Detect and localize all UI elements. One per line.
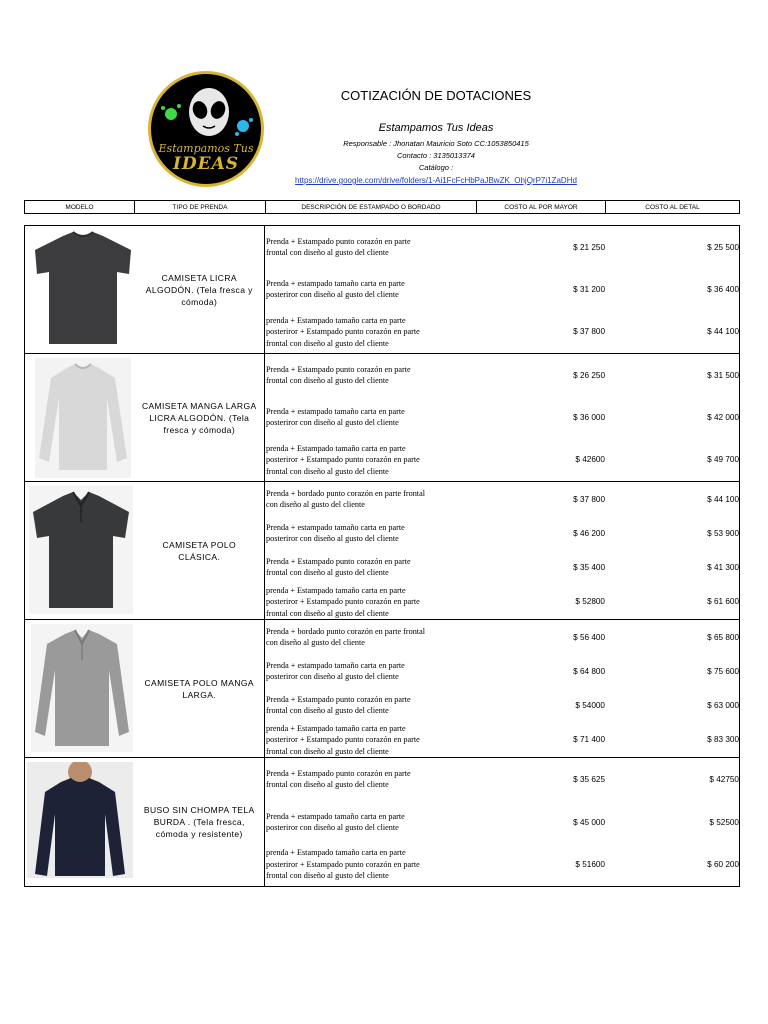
wholesale-price: $ 37 800 xyxy=(573,494,605,504)
retail-price: $ 52500 xyxy=(709,817,739,827)
description: Prenda + estampado tamaño carta en parte posteriror con diseño al gusto del cliente xyxy=(266,660,405,682)
retail-price: $ 44 100 xyxy=(707,327,739,337)
wholesale-price: $ 36 000 xyxy=(573,412,605,422)
price-row xyxy=(265,688,739,722)
retail-price: $ 31 500 xyxy=(707,370,739,380)
navy-sweater-image xyxy=(27,762,133,878)
price-table xyxy=(24,225,740,887)
wholesale-price: $ 56 400 xyxy=(573,632,605,642)
gray-longsleeve-polo-image xyxy=(31,624,133,752)
wholesale-price: $ 51600 xyxy=(575,860,605,870)
product-type: CAMISETA POLO CLÁSICA. xyxy=(135,482,265,619)
price-row xyxy=(265,439,739,481)
product-type: CAMISETA LICRA ALGODÓN. (Tela fresca y cómoda) xyxy=(135,226,265,353)
column-header-wholesale: COSTO AL POR MAYOR xyxy=(477,201,606,213)
wholesale-price: $ 46 200 xyxy=(573,528,605,538)
description: Prenda + estampado tamaño carta en parte posteriror con diseño al gusto del cliente xyxy=(266,811,405,832)
column-headers xyxy=(24,200,740,214)
responsible-line: Responsable : Jhonatan Mauricio Soto CC:1053850415 xyxy=(343,139,529,148)
description: prenda + Estampado tamaño carta en parte posteriror + Estampado punto corazón en parte frontal con diseño al gusto del cliente xyxy=(266,315,420,348)
product-image-cell xyxy=(25,482,135,619)
wholesale-price: $ 71 400 xyxy=(573,735,605,745)
retail-price: $ 65 800 xyxy=(707,632,739,642)
price-row xyxy=(265,550,739,584)
catalog-label: Catálogo : xyxy=(418,163,454,172)
product-image-cell xyxy=(25,758,135,886)
retail-price: $ 63 000 xyxy=(707,700,739,710)
product-section xyxy=(25,620,739,758)
price-row xyxy=(265,396,739,438)
price-row xyxy=(265,585,739,620)
wholesale-price: $ 35 400 xyxy=(573,562,605,572)
retail-price: $ 83 300 xyxy=(707,735,739,745)
document-title: COTIZACIÓN DE DOTACIONES xyxy=(340,88,532,103)
wholesale-price: $ 21 250 xyxy=(573,242,605,252)
wholesale-price: $ 42600 xyxy=(575,455,605,465)
wholesale-price: $ 31 200 xyxy=(573,284,605,294)
retail-price: $ 42750 xyxy=(709,774,739,784)
column-header-description: DESCRIPCIÓN DE ESTAMPADO O BORDADO xyxy=(266,201,477,213)
column-header-retail: COSTO AL DETAL xyxy=(645,203,700,211)
logo-text-bottom: IDEAS xyxy=(172,154,240,174)
price-row xyxy=(265,843,739,886)
description: Prenda + Estampado punto corazón en parte frontal con diseño al gusto del cliente xyxy=(266,556,411,578)
dark-tshirt-image xyxy=(33,228,133,350)
product-section xyxy=(25,758,739,886)
retail-price: $ 44 100 xyxy=(707,494,739,504)
price-row xyxy=(265,801,739,844)
description: prenda + Estampado tamaño carta en parte posteriror + Estampado punto corazón en parte frontal con diseño al gusto del cliente xyxy=(266,585,420,618)
catalog-link[interactable]: https://drive.google.com/drive/folders/1-Ai1FcFcHbPaJBwZK_OhjQrP7i1ZaDHd xyxy=(295,176,577,185)
product-image-cell xyxy=(25,354,135,481)
description: prenda + Estampado tamaño carta en parte posteriror + Estampado punto corazón en parte frontal con diseño al gusto del cliente xyxy=(266,723,420,756)
product-image-cell xyxy=(25,620,135,757)
price-row xyxy=(265,354,739,396)
description: prenda + Estampado tamaño carta en parte posteriror + Estampado punto corazón en parte frontal con diseño al gusto del cliente xyxy=(266,443,420,476)
product-section xyxy=(25,482,739,620)
price-row xyxy=(265,311,739,353)
wholesale-price: $ 54000 xyxy=(575,700,605,710)
price-row xyxy=(265,482,739,516)
retail-price: $ 75 600 xyxy=(707,666,739,676)
price-row xyxy=(265,226,739,268)
product-type: CAMISETA MANGA LARGA LICRA ALGODÓN. (Tela fresca y cómoda) xyxy=(135,354,265,481)
retail-price: $ 36 400 xyxy=(707,284,739,294)
description: Prenda + estampado tamaño carta en parte posteriror con diseño al gusto del cliente xyxy=(266,522,405,544)
description: Prenda + Estampado punto corazón en parte frontal con diseño al gusto del cliente xyxy=(266,694,411,716)
description: Prenda + estampado tamaño carta en parte posteriror con diseño al gusto del cliente xyxy=(266,278,405,300)
wholesale-price: $ 45 000 xyxy=(573,817,605,827)
description: Prenda + estampado tamaño carta en parte posteriror con diseño al gusto del cliente xyxy=(266,406,405,428)
retail-price: $ 60 200 xyxy=(707,860,739,870)
price-row xyxy=(265,758,739,801)
company-name: Estampamos Tus Ideas xyxy=(378,122,494,134)
retail-price: $ 42 000 xyxy=(707,412,739,422)
retail-price: $ 25 500 xyxy=(707,242,739,252)
retail-price: $ 61 600 xyxy=(707,597,739,607)
description: Prenda + Estampado punto corazón en parte frontal con diseño al gusto del cliente xyxy=(266,768,411,790)
product-image-cell xyxy=(25,226,135,353)
price-row xyxy=(265,620,739,654)
wholesale-price: $ 52800 xyxy=(575,597,605,607)
product-section xyxy=(25,354,739,482)
wholesale-price: $ 35 625 xyxy=(573,774,605,784)
dark-polo-image xyxy=(29,486,133,614)
column-header-type: TIPO DE PRENDA xyxy=(135,201,266,213)
description: Prenda + bordado punto corazón en parte frontal con diseño al gusto del cliente xyxy=(266,626,425,648)
description: Prenda + Estampado punto corazón en parte frontal con diseño al gusto del cliente xyxy=(266,236,411,258)
description: Prenda + bordado punto corazón en parte frontal con diseño al gusto del cliente xyxy=(266,488,425,510)
price-row xyxy=(265,723,739,758)
logo-text-top: Estampamos Tus xyxy=(158,142,254,155)
retail-price: $ 41 300 xyxy=(707,562,739,572)
column-header-model: MODELO xyxy=(25,201,135,213)
description: prenda + Estampado tamaño carta en parte posteriror + Estampado punto corazón en parte frontal con diseño al gusto del cliente xyxy=(266,848,420,881)
retail-price: $ 53 900 xyxy=(707,528,739,538)
product-type: BUSO SIN CHOMPA TELA BURDA . (Tela fresca, cómoda y resistente) xyxy=(135,758,265,886)
price-row xyxy=(265,654,739,688)
wholesale-price: $ 26 250 xyxy=(573,370,605,380)
wholesale-price: $ 64 800 xyxy=(573,666,605,676)
product-section xyxy=(25,226,739,354)
company-logo xyxy=(148,71,264,187)
description: Prenda + Estampado punto corazón en parte frontal con diseño al gusto del cliente xyxy=(266,364,411,386)
contact-line: Contacto : 3135013374 xyxy=(397,151,475,160)
gray-longsleeve-image xyxy=(35,358,131,478)
wholesale-price: $ 37 800 xyxy=(573,327,605,337)
price-row xyxy=(265,516,739,550)
retail-price: $ 49 700 xyxy=(707,455,739,465)
price-row xyxy=(265,268,739,310)
product-type: CAMISETA POLO MANGA LARGA. xyxy=(135,620,265,757)
